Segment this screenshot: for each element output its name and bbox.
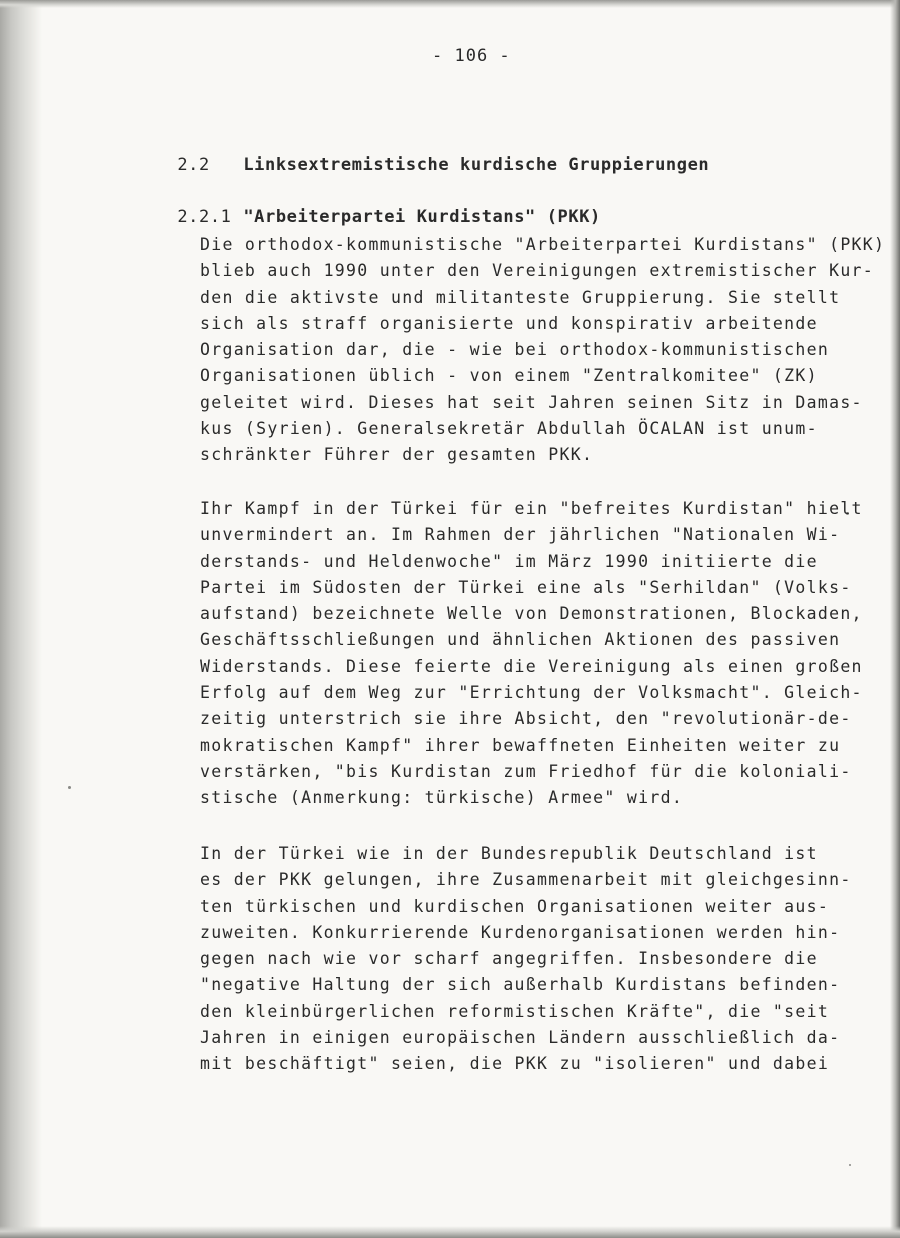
text-line: unvermindert an. Im Rahmen der jährlichen "Nationalen Wi- (200, 525, 841, 545)
text-line: "negative Haltung der sich außerhalb Kurdistans befinden- (200, 975, 841, 995)
page-number: - 106 - (432, 46, 511, 66)
text-line: schränkter Führer der gesamten PKK. (200, 445, 594, 465)
scan-speck (849, 1164, 851, 1166)
text-line: Partei im Südosten der Türkei eine als "Serhildan" (Volks- (200, 577, 852, 597)
text-line: sich als straff organisierte und konspirativ arbeitende (200, 313, 818, 333)
binding-shadow (0, 0, 42, 1238)
bottom-edge-shadow (0, 1226, 900, 1238)
text-line: verstärken, "bis Kurdistan zum Friedhof für die koloniali- (200, 761, 852, 781)
text-line: blieb auch 1990 unter den Vereinigungen extremistischer Kur- (200, 261, 875, 281)
text-line: stische (Anmerkung: türkische) Armee" wird. (200, 788, 684, 808)
text-line: Erfolg auf dem Weg zur "Errichtung der Volksmacht". Gleich- (200, 683, 863, 703)
right-edge-shadow (890, 0, 900, 1238)
text-line: mit beschäftigt" seien, die PKK zu "isolieren" und dabei (200, 1054, 830, 1074)
text-line: den die aktivste und militanteste Gruppierung. Sie stellt (200, 287, 841, 307)
text-line: Widerstands. Diese feierte die Vereinigung als einen großen (200, 656, 863, 676)
paragraph-3 (200, 841, 850, 1078)
paragraph-2 (200, 496, 863, 812)
section-title: Linksextremistische kurdische Gruppierungen (243, 155, 710, 175)
section-heading (134, 135, 709, 195)
text-line: geleitet wird. Dieses hat seit Jahren seinen Sitz in Damas- (200, 392, 863, 412)
text-line: ten türkischen und kurdischen Organisationen weiter aus- (200, 896, 830, 916)
subsection-title: "Arbeiterpartei Kurdistans" (PKK) (243, 207, 601, 227)
text-line: gegen nach wie vor scharf angegriffen. Insbesondere die (200, 949, 818, 969)
text-line: aufstand) bezeichnete Welle von Demonstrationen, Blockaden, (200, 604, 863, 624)
text-line: Organisationen üblich - von einem "Zentralkomitee" (ZK) (200, 366, 818, 386)
text-line: den kleinbürgerlichen reformistischen Kräfte", die "seit (200, 1001, 830, 1021)
scan-speck (68, 786, 71, 789)
text-line: es der PKK gelungen, ihre Zusammenarbeit mit gleichgesinn- (200, 870, 852, 890)
text-line: derstands- und Heldenwoche" im März 1990 initiierte die (200, 551, 818, 571)
text-line: Die orthodox-kommunistische "Arbeiterpartei Kurdistans" (PKK) (200, 235, 886, 254)
section-number: 2.2 (177, 155, 210, 175)
subsection-number: 2.2.1 (177, 207, 232, 227)
top-edge-shadow (0, 0, 900, 8)
text-line: kus (Syrien). Generalsekretär Abdullah ÖCALAN ist unum- (200, 419, 818, 439)
text-line: zeitig unterstrich sie ihre Absicht, den "revolutionär-de- (200, 709, 852, 729)
text-line: Organisation dar, die - wie bei orthodox-kommunistischen (200, 340, 830, 360)
text-line: In der Türkei wie in der Bundesrepublik Deutschland ist (200, 844, 818, 863)
text-line: zuweiten. Konkurrierende Kurdenorganisationen werden hin- (200, 922, 841, 942)
text-line: Geschäftsschließungen und ähnlichen Aktionen des passiven (200, 630, 841, 650)
text-line: Jahren in einigen europäischen Ländern ausschließlich da- (200, 1028, 841, 1048)
text-line: Ihr Kampf in der Türkei für ein "befreites Kurdistan" hielt (200, 499, 863, 518)
paragraph-1 (200, 232, 886, 469)
text-line: mokratischen Kampf" ihrer bewaffneten Einheiten weiter zu (200, 735, 841, 755)
